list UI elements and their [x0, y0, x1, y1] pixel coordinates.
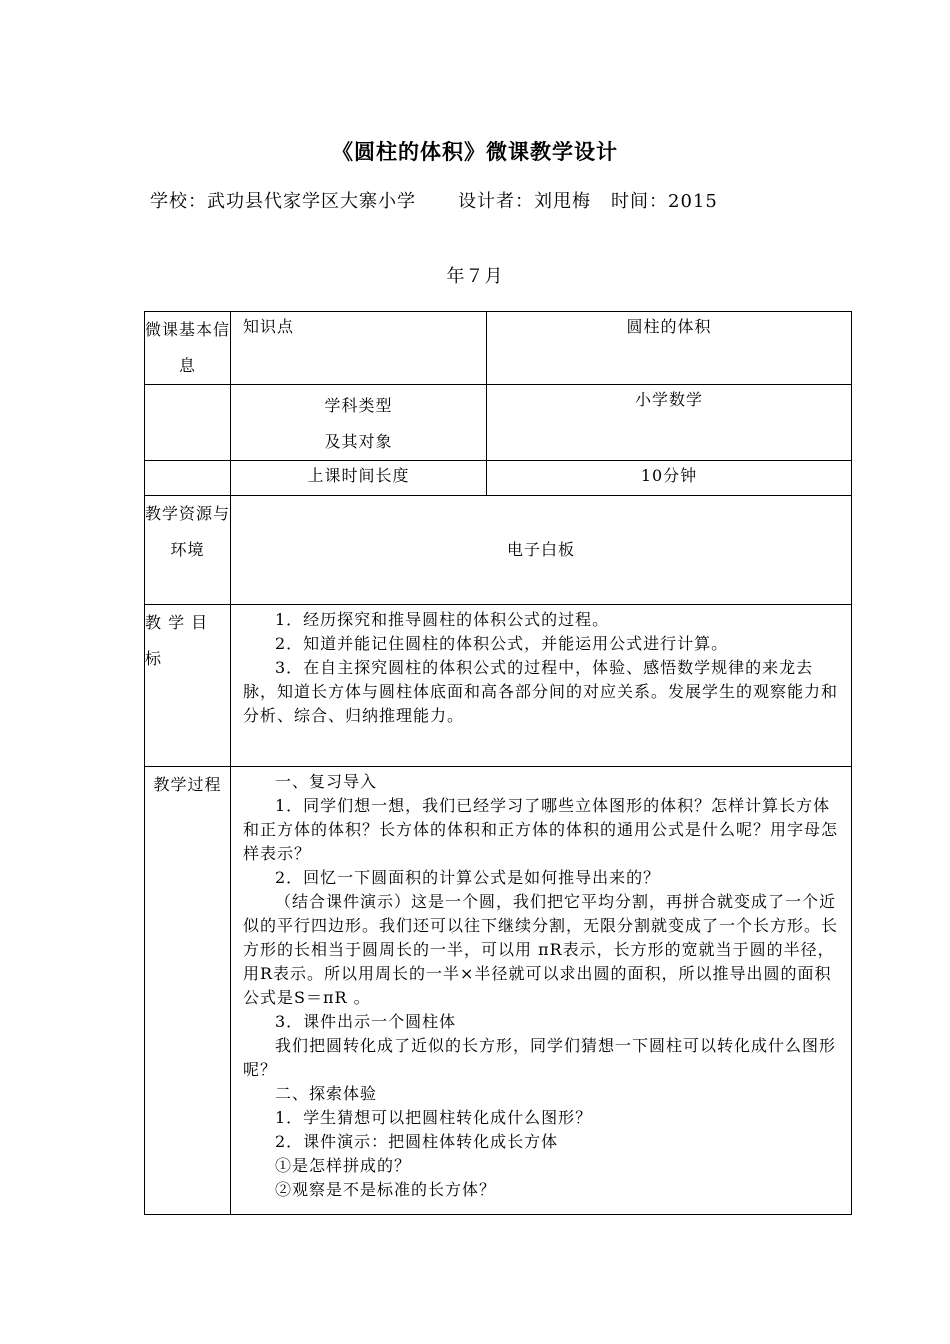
process-item: 1．同学们想一想，我们已经学习了哪些立体图形的体积？怎样计算长方体和正方体的体积？长方体的体积和正方体的体积的通用公式是什么呢？用字母怎样表示？: [243, 796, 839, 863]
table-row: [145, 767, 852, 1215]
process-item: 1．学生猜想可以把圆柱转化成什么图形？: [275, 1108, 593, 1127]
goals-content: [231, 605, 852, 767]
document-title: 《圆柱的体积》微课教学设计: [332, 139, 618, 164]
time-info-continued: 年７月: [446, 266, 504, 287]
table-row: [145, 385, 852, 461]
knowledge-value: 圆柱的体积: [487, 312, 852, 385]
designer-info: 设计者：刘甩梅: [458, 191, 591, 212]
process-item: （结合课件演示）这是一个圆，我们把它平均分割，再拼合就变成了一个近似的平行四边形。我们还可以往下继续分割，无限分割就变成了一个长方形。长方形的长相当于圆周长的一半，可以用 πR表示，长方形的宽就当于圆的半径，用R表示。所以用周长的一半×半径就可以求出圆的面积，所以推导出圆的面积公式是S＝πR 。: [243, 892, 839, 1007]
table-row: [145, 461, 852, 496]
process-item: ②观察是不是标准的长方体？: [275, 1180, 497, 1199]
table-row: [145, 312, 852, 385]
empty-cell: [145, 385, 231, 461]
process-item: ①是怎样拼成的？: [275, 1156, 412, 1175]
subject-label: [231, 385, 487, 461]
process-item: 3．课件出示一个圆柱体: [275, 1012, 457, 1031]
lesson-design-table: [144, 311, 852, 1215]
process-item: 一、复习导入: [275, 772, 378, 791]
basic-info-label: 微课基本信息: [145, 312, 231, 385]
goal-item: 2．知道并能记住圆柱的体积公式，并能运用公式进行计算。: [275, 634, 729, 653]
subject-label-line-1: 学科类型: [324, 396, 393, 415]
duration-value: 10分钟: [487, 461, 852, 496]
process-label: 教学过程: [145, 767, 231, 1215]
time-info: 时间：2015: [611, 191, 718, 212]
process-item: 2．回忆一下圆面积的计算公式是如何推导出来的？: [275, 868, 661, 887]
school-info: 学校：武功县代家学区大寨小学: [150, 191, 416, 212]
duration-label: 上课时间长度: [231, 461, 487, 496]
process-content: [231, 767, 852, 1215]
process-item: 二、探索体验: [275, 1084, 378, 1103]
knowledge-label: 知识点: [231, 312, 487, 385]
subject-value: 小学数学: [487, 385, 852, 461]
goal-item: 3．在自主探究圆柱的体积公式的过程中，体验、感悟数学规律的来龙去脉，知道长方体与圆柱体底面和高各部分间的对应关系。发展学生的观察能力和分析、综合、归纳推理能力。: [243, 658, 839, 725]
resource-label: 教学资源与环境: [145, 496, 231, 605]
document-meta: [150, 187, 850, 213]
resource-value: 电子白板: [231, 496, 852, 605]
table-row: [145, 605, 852, 767]
goal-item: 1．经历探究和推导圆柱的体积公式的过程。: [275, 610, 610, 629]
subject-label-line-2: 及其对象: [324, 432, 393, 451]
empty-cell: [145, 461, 231, 496]
goals-label: 教 学 目 标: [145, 605, 231, 767]
process-item: 我们把圆转化成了近似的长方形，同学们猜想一下圆柱可以转化成什么图形呢？: [243, 1036, 837, 1079]
process-item: 2．课件演示：把圆柱体转化成长方体: [275, 1132, 559, 1151]
table-row: [145, 496, 852, 605]
